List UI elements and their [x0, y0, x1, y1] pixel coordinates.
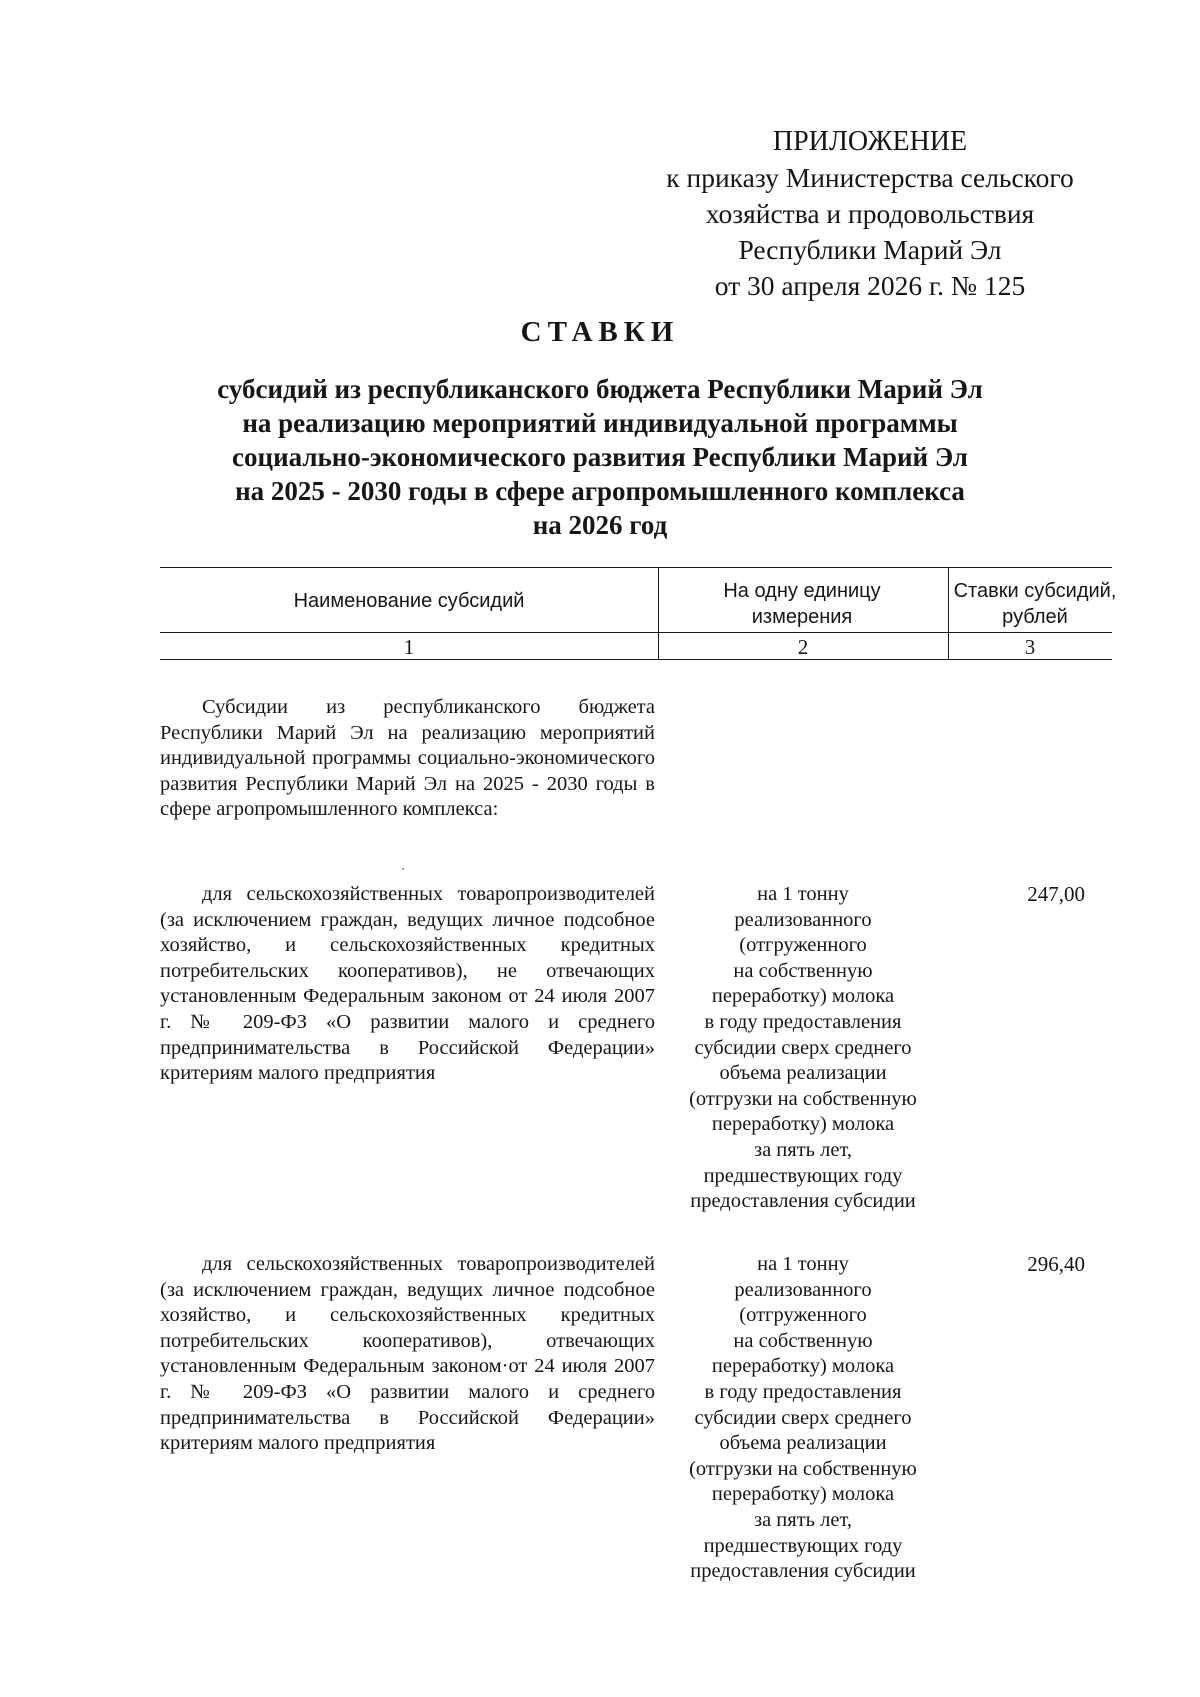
intro-paragraph: [160, 695, 655, 823]
row-1-unit-text: на 1 тонну реализованного (отгруженного на собственную переработку) молока в году предоставления субсидии сверх среднего объема реализации (отгрузки на собственную переработку) молока за пять лет, предшествующих году предоставления субсидии: [689, 883, 917, 1213]
document-subtitle: [150, 372, 1050, 542]
appendix-heading: [645, 124, 1095, 304]
header-subsidy-name: Наименование субсидий: [293, 590, 525, 612]
column-number-2: 2: [797, 635, 809, 659]
row-2-unit-text: на 1 тонну реализованного (отгруженного на собственную переработку) молока в году предоставления субсидии сверх среднего объема реализации (отгрузки на собственную переработку) молока за пять лет, предшествующих году предоставления субсидии: [689, 1253, 917, 1583]
table-header-bottom-rule: [160, 632, 1112, 633]
column-number-3: 3: [1024, 635, 1036, 659]
table-row-2-unit: [668, 1252, 938, 1585]
appendix-line-2: хозяйства и продовольствия: [705, 198, 1035, 229]
subtitle-line: субсидий из республиканского бюджета Республики Марий Эл: [217, 374, 983, 404]
document-title: СТАВКИ: [520, 316, 680, 348]
column-number-1: 1: [403, 635, 415, 659]
header-unit: На одну единицу измерения: [723, 580, 881, 628]
table-row-2-name: [160, 1252, 655, 1457]
table-row-2-rate: 296,40: [1027, 1252, 1085, 1276]
row-2-name-text: для сельскохозяйственных товаропроизводителей (за исключением граждан, ведущих личное подсобное хозяйство, и сельскохозяйственных кредитных потребительских кооперативов), отвечающих установленным Федеральным законом·от 24 июля 2007 г. № 209-ФЗ «О развитии малого и среднего предпринимательства в Российской Федерации» критериям малого предприятия: [160, 1253, 655, 1455]
subtitle-line: на реализацию мероприятий индивидуальной программы: [242, 408, 958, 438]
appendix-title: ПРИЛОЖЕНИЕ: [772, 126, 968, 157]
table-row-1-unit: [668, 882, 938, 1215]
table-row-1-rate: 247,00: [1027, 882, 1085, 906]
appendix-line-4: от 30 апреля 2026 г. № 125: [714, 270, 1026, 301]
scan-speck: [402, 868, 404, 870]
table-top-rule: [160, 567, 1112, 568]
row-1-name-text: для сельскохозяйственных товаропроизводителей (за исключением граждан, ведущих личное подсобное хозяйство, и сельскохозяйственных кредитных потребительских кооперативов), не отвечающих установленным Федеральным законом от 24 июля 2007 г. № 209-ФЗ «О развитии малого и среднего предпринимательства в Российской Федерации» критериям малого предприятия: [160, 883, 655, 1085]
appendix-line-3: Республики Марий Эл: [738, 234, 1002, 265]
subtitle-line: на 2026 год: [532, 510, 668, 540]
intro-text: Субсидии из республиканского бюджета Республики Марий Эл на реализацию мероприятий индивидуальной программы социально-экономического развития Республики Марий Эл на 2025 - 2030 годы в сфере агропромышленного комплекса:: [160, 696, 655, 821]
subtitle-line: на 2025 - 2030 годы в сфере агропромышленного комплекса: [235, 476, 965, 506]
header-rate: Ставки субсидий, рублей: [953, 580, 1117, 628]
table-row-1-name: [160, 882, 655, 1087]
subtitle-line: социально-экономического развития Республики Марий Эл: [232, 442, 968, 472]
appendix-line-1: к приказу Министерства сельского: [666, 162, 1074, 193]
